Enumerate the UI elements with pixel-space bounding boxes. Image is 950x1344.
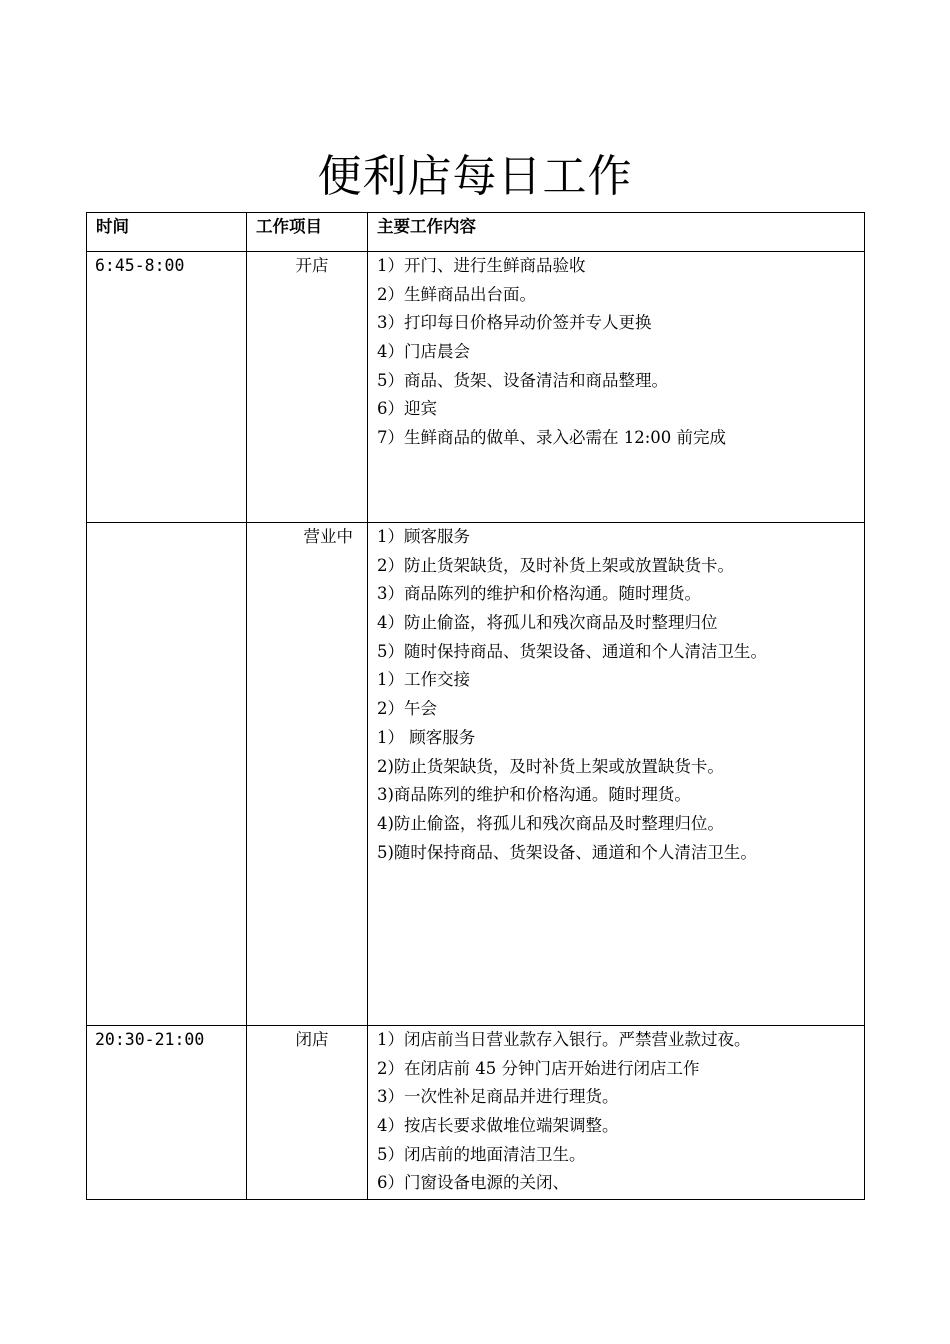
content-line: 6）门窗设备电源的关闭、 — [377, 1173, 569, 1193]
table-header-row — [87, 213, 865, 252]
content-line: 3）一次性补足商品并进行理货。 — [377, 1087, 619, 1107]
content-line: 2）午会 — [377, 699, 437, 719]
time-cell — [87, 523, 247, 1026]
content-line: 5）商品、货架、设备清洁和商品整理。 — [377, 370, 668, 390]
work-item-cell: 闭店 — [247, 1026, 368, 1200]
content-line: 1）开门、进行生鲜商品验收 — [377, 256, 586, 275]
content-line: 2)防止货架缺货，及时补货上架或放置缺货卡。 — [377, 756, 724, 776]
content-line: 4)防止偷盗，将孤儿和残次商品及时整理归位。 — [377, 813, 724, 833]
header-time: 时间 — [87, 213, 247, 252]
content-line: 3）打印每日价格异动价签并专人更换 — [377, 313, 652, 333]
table-row-close-store — [87, 1026, 865, 1200]
content-line: 1）工作交接 — [377, 670, 470, 690]
content-line: 2）生鲜商品出台面。 — [377, 284, 536, 304]
time-cell: 6:45-8:00 — [87, 252, 247, 523]
page-title: 便利店每日工作 — [317, 151, 633, 203]
content-cell — [368, 252, 865, 523]
content-line: 4）按店长要求做堆位端架调整。 — [377, 1116, 619, 1136]
content-line: 5）闭店前的地面清洁卫生。 — [377, 1144, 586, 1164]
content-line: 1）顾客服务 — [377, 527, 470, 546]
work-schedule-table — [86, 212, 865, 1200]
content-line: 1）闭店前当日营业款存入银行。严禁营业款过夜。 — [377, 1030, 751, 1049]
content-cell — [368, 1026, 865, 1200]
content-line: 3)商品陈列的维护和价格沟通。随时理货。 — [377, 785, 691, 805]
content-line: 7）生鲜商品的做单、录入必需在 12:00 前完成 — [377, 428, 727, 448]
header-main-content: 主要工作内容 — [368, 213, 865, 252]
work-item-cell: 开店 — [247, 252, 368, 523]
header-work-item: 工作项目 — [247, 213, 368, 252]
content-line: 5）随时保持商品、货架设备、通道和个人清洁卫生。 — [377, 641, 767, 661]
content-line: 4）防止偷盗，将孤儿和残次商品及时整理归位 — [377, 613, 718, 633]
content-line: 2）在闭店前 45 分钟门店开始进行闭店工作 — [377, 1058, 700, 1078]
table-row-open-store — [87, 252, 865, 523]
content-line: 2）防止货架缺货，及时补货上架或放置缺货卡。 — [377, 555, 734, 575]
content-line: 4）门店晨会 — [377, 342, 470, 362]
content-line: 5)随时保持商品、货架设备、通道和个人清洁卫生。 — [377, 842, 757, 862]
time-cell: 20:30-21:00 — [87, 1026, 247, 1200]
table-row-in-business — [87, 523, 865, 1026]
content-line: 3）商品陈列的维护和价格沟通。随时理货。 — [377, 584, 701, 604]
content-cell — [368, 523, 865, 1026]
content-line: 6）迎宾 — [377, 399, 437, 419]
work-item-cell: 营业中 — [247, 523, 368, 1026]
content-line: 1） 顾客服务 — [377, 727, 476, 747]
